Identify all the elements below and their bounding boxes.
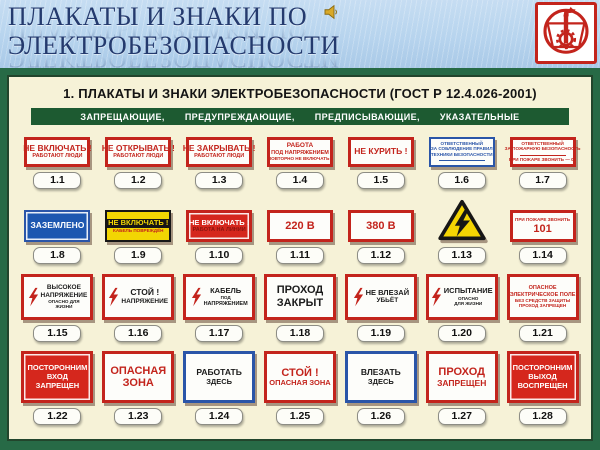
slide-title-line1: ПЛАКАТЫ И ЗНАКИ ПО: [8, 2, 308, 31]
sign-number-1.19: 1.19: [357, 325, 405, 342]
sign-text-line: ОПАСНОЕ: [528, 285, 557, 292]
sign-1.14: [510, 210, 576, 242]
emblem-logo: [535, 2, 597, 64]
category-prohibiting: ЗАПРЕЩАЮЩИЕ,: [80, 111, 165, 122]
sign-text-line: ЗДЕСЬ: [206, 376, 233, 386]
sign-text-line: ПРОХОД ЗАПРЕЩЕН: [518, 303, 567, 309]
sign-text-line: ПРИ ПОЖАРЕ ЗВОНИТЬ — 01: [508, 156, 577, 162]
sign-1.18: [264, 274, 336, 320]
sign-text-line: РАБОТА: [286, 142, 314, 150]
sign-text-line: НЕ ВКЛЮЧАТЬ !: [23, 142, 92, 153]
sign-text-line: РАБОТА НА ЛИНИИ: [192, 227, 246, 234]
category-warning: ПРЕДУПРЕЖДАЮЩИЕ,: [184, 111, 295, 122]
sign-cell-1.19: [340, 274, 421, 342]
signs-grid: [9, 125, 591, 439]
sign-text-line: ВЫХОД: [528, 372, 557, 382]
sign-1.5: [348, 137, 414, 167]
sign-cell-1.7: [502, 137, 583, 189]
slide-header: [0, 0, 600, 68]
sign-cell-1.17: [179, 274, 260, 342]
sign-text: [196, 368, 241, 386]
sign-1.17: [183, 274, 255, 320]
sign-text-line: ИСПЫТАНИЕ: [443, 286, 493, 296]
sign-number-1.27: 1.27: [438, 408, 486, 425]
sign-text-line: СТОЙ !: [130, 287, 160, 298]
sign-row-1: [17, 137, 583, 189]
sign-1.8: [24, 210, 90, 242]
sign-1.19: [345, 274, 417, 320]
sign-cell-1.8: [17, 198, 98, 264]
sign-number-1.20: 1.20: [438, 325, 486, 342]
sign-text: [437, 366, 486, 388]
sign-text-line: ЗА ПОЖАРНУЮ БЕЗОПАСНОСТЬ: [504, 146, 581, 152]
sign-text: [515, 217, 570, 235]
sign-row-4: [17, 351, 583, 425]
signature-line: [520, 153, 566, 156]
sign-number-1.17: 1.17: [195, 325, 243, 342]
sign-cell-1.20: [421, 274, 502, 342]
sign-cell-1.5: [340, 137, 421, 189]
sign-number-1.23: 1.23: [114, 408, 162, 425]
sign-text-line: ОПАСНО ДЛЯ: [48, 298, 80, 304]
sign-text: [513, 364, 573, 390]
sign-text-line: ЗДЕСЬ: [367, 376, 394, 386]
sign-text: [505, 141, 581, 162]
sign-1.22: [21, 351, 93, 403]
sign-1.23: [102, 351, 174, 403]
sign-number-1.2: 1.2: [114, 172, 162, 189]
sign-text: [277, 284, 324, 309]
sign-text: [23, 144, 91, 160]
sign-cell-1.3: [179, 137, 260, 189]
sign-text-line: 380 В: [366, 219, 396, 232]
sign-number-1.12: 1.12: [357, 247, 405, 264]
sign-cell-1.26: [340, 351, 421, 425]
sign-number-1.26: 1.26: [357, 408, 405, 425]
sign-number-1.14: 1.14: [519, 247, 567, 264]
sign-text-line: ЗОНА: [122, 377, 154, 390]
sign-1.3: [182, 137, 256, 167]
sign-number-1.18: 1.18: [276, 325, 324, 342]
sign-text-line: НЕ КУРИТЬ !: [354, 145, 408, 156]
sign-number-1.15: 1.15: [33, 325, 81, 342]
sign-text-line: НАПРЯЖЕНИЕМ: [203, 300, 248, 307]
slide-title: [8, 2, 340, 60]
high-voltage-triangle-icon: [437, 198, 487, 242]
sign-cell-1.9: [98, 198, 179, 264]
sign-cell-1.16: [98, 274, 179, 342]
sign-number-1.7: 1.7: [519, 172, 567, 189]
sign-1.6: [429, 137, 495, 167]
sign-cell-1.25: [260, 351, 341, 425]
sign-text: [366, 220, 395, 233]
sign-number-1.13: 1.13: [438, 247, 486, 264]
sign-number-1.8: 1.8: [33, 247, 81, 264]
sign-text-line: РАБОТАТЬ: [196, 367, 242, 378]
sign-number-1.3: 1.3: [195, 172, 243, 189]
sign-1.13: [437, 198, 487, 242]
sign-text: [30, 221, 84, 231]
sign-number-1.21: 1.21: [519, 325, 567, 342]
sign-text-line: НЕ ЗАКРЫВАТЬ !: [182, 142, 256, 153]
lightning-bolt-icon: [353, 283, 364, 311]
sign-number-1.28: 1.28: [519, 408, 567, 425]
lightning-bolt-icon: [108, 283, 119, 311]
sign-text: [189, 219, 249, 234]
sign-1.2: [101, 137, 175, 167]
sign-text-line: КАБЕЛЬ: [210, 285, 242, 295]
sign-text-line: НЕ ВКЛЮЧАТЬ !: [105, 219, 171, 229]
sign-text-line: ОПАСНАЯ: [110, 364, 167, 377]
sign-text-line: РАБОТАЮТ ЛЮДИ: [32, 153, 83, 160]
sign-text-line: РАБОТАЮТ ЛЮДИ: [194, 153, 245, 160]
sign-1.21: [507, 274, 579, 320]
sign-text: [110, 365, 166, 390]
sign-text: [431, 141, 493, 162]
speaker-icon[interactable]: [322, 3, 340, 21]
category-prescriptive: ПРЕДПИСЫВАЮЩИЕ,: [314, 111, 420, 122]
sign-cell-1.23: [98, 351, 179, 425]
sign-cell-1.28: [502, 351, 583, 425]
sign-cell-1.27: [421, 351, 502, 425]
sign-text-line: ЗАПРЕЩЕН: [437, 377, 487, 388]
sign-cell-1.12: [340, 198, 421, 264]
main-panel: [7, 75, 593, 441]
sign-number-1.10: 1.10: [195, 247, 243, 264]
sign-text-line: НАПРЯЖЕНИЕ: [121, 297, 169, 305]
sign-cell-1.4: [260, 137, 341, 189]
sign-text-line: ПОВТОРНО НЕ ВКЛЮЧАТЬ !: [267, 155, 333, 161]
category-bar: [31, 108, 569, 125]
sign-1.26: [345, 351, 417, 403]
sign-text-line: ВХОД: [46, 372, 68, 382]
sign-number-1.4: 1.4: [276, 172, 324, 189]
sign-cell-1.11: [260, 198, 341, 264]
sign-text-line: 220 В: [285, 219, 315, 232]
signature-line: [439, 158, 485, 161]
sign-number-1.6: 1.6: [438, 172, 486, 189]
sign-cell-1.1: [17, 137, 98, 189]
sign-1.9: [105, 210, 171, 242]
sign-number-1.9: 1.9: [114, 247, 162, 264]
sign-text: [183, 144, 256, 160]
sign-text: [354, 147, 407, 157]
sign-1.16: [102, 274, 174, 320]
sign-text-line: ДЛЯ ЖИЗНИ: [454, 301, 483, 307]
sign-number-1.22: 1.22: [33, 408, 81, 425]
sign-text-line: УБЬЁТ: [376, 297, 399, 305]
sign-1.28: [507, 351, 579, 403]
sign-number-1.25: 1.25: [276, 408, 324, 425]
sign-number-1.24: 1.24: [195, 408, 243, 425]
torch-book-gear-emblem-icon: [538, 5, 594, 61]
sign-cell-1.2: [98, 137, 179, 189]
sign-1.7: [504, 137, 581, 167]
sign-text-line: ПОД НАПРЯЖЕНИЕМ: [271, 149, 329, 156]
sign-text-line: ОТВЕТСТВЕННЫЙ: [440, 141, 483, 147]
sign-1.12: [348, 210, 414, 242]
sign-number-1.1: 1.1: [33, 172, 81, 189]
sign-text-line: ОПАСНО: [458, 295, 479, 301]
sign-cell-1.18: [260, 274, 341, 342]
sign-text-line: НЕ ВКЛЮЧАТЬ !: [189, 217, 250, 227]
sign-cell-1.22: [17, 351, 98, 425]
sign-text-line: ОТВЕТСТВЕННЫЙ: [521, 141, 564, 147]
sign-number-1.16: 1.16: [114, 325, 162, 342]
sign-text-line: ЗА СОБЛЮДЕНИЕ ПРАВИЛ: [430, 146, 493, 152]
panel-title: 1. ПЛАКАТЫ И ЗНАКИ ЭЛЕКТРОБЕЗОПАСНОСТИ (ГОСТ Р 12.4.026-2001): [63, 86, 537, 101]
sign-1.1: [24, 137, 90, 167]
sign-1.27: [426, 351, 498, 403]
sign-text-line: ОПАСНАЯ ЗОНА: [269, 378, 331, 388]
sign-row-3: [17, 274, 583, 342]
sign-text-line: ЗАЗЕМЛЕНО: [30, 220, 85, 231]
sign-text-line: ПОСТОРОННИМ: [27, 363, 88, 373]
lightning-bolt-icon: [431, 283, 442, 311]
sign-text: [121, 288, 168, 305]
sign-1.4: [267, 137, 333, 167]
sign-text: [41, 284, 88, 310]
sign-text-line: ПОД: [220, 295, 231, 301]
sign-text-line: ПОСТОРОННИМ: [512, 363, 573, 373]
sign-cell-1.13: [421, 198, 502, 264]
sign-text: [269, 367, 330, 388]
sign-cell-1.10: [179, 198, 260, 264]
sign-text-line: НЕ ОТКРЫВАТЬ !: [101, 142, 175, 153]
sign-text-line: ЗАКРЫТ: [276, 296, 324, 309]
sign-text: [285, 220, 314, 233]
category-indicative: УКАЗАТЕЛЬНЫЕ: [439, 111, 520, 122]
sign-cell-1.14: [502, 198, 583, 264]
sign-text-line: ЗАПРЕЩЕН: [35, 380, 80, 390]
sign-text-line: ПРОХОД: [276, 284, 324, 297]
sign-text-line: СТОЙ !: [281, 366, 319, 379]
sign-text: [268, 142, 332, 161]
sign-text: [366, 289, 410, 305]
sign-1.10: [186, 210, 252, 242]
sign-1.25: [264, 351, 336, 403]
sign-text: [510, 285, 576, 308]
sign-text-line: ЭЛЕКТРИЧЕСКОЕ ПОЛЕ: [509, 291, 576, 298]
sign-text-line: ЖИЗНИ: [55, 304, 73, 310]
sign-text-line: ВОСПРЕЩЕН: [517, 380, 568, 390]
sign-text-line: РАБОТАЮТ ЛЮДИ: [113, 153, 164, 160]
sign-number-1.11: 1.11: [276, 247, 324, 264]
sign-text-line: ВЛЕЗАТЬ: [360, 367, 401, 378]
sign-text: [204, 287, 248, 307]
sign-cell-1.6: [421, 137, 502, 189]
sign-text-line: ПРОХОД: [438, 366, 485, 379]
sign-number-1.5: 1.5: [357, 172, 405, 189]
sign-text: [444, 287, 493, 306]
sign-text-line: ВЫСОКОЕ: [46, 284, 81, 292]
sign-text: [27, 364, 87, 390]
sign-text-line: ТЕХНИКИ БЕЗОПАСНОСТИ: [430, 151, 493, 157]
sign-text-line: 101: [533, 222, 552, 235]
lightning-bolt-icon: [28, 283, 39, 311]
sign-cell-1.15: [17, 274, 98, 342]
sign-text-line: КАБЕЛЬ ПОВРЕЖДЁН: [113, 228, 164, 234]
sign-text: [105, 219, 171, 234]
sign-1.20: [426, 274, 498, 320]
sign-text-line: ПРИ ПОЖАРЕ ЗВОНИТЬ: [515, 217, 571, 223]
sign-text: [361, 368, 401, 386]
sign-1.11: [267, 210, 333, 242]
sign-text-line: НЕ ВЛЕЗАЙ: [365, 287, 410, 297]
sign-text-line: БЕЗ СРЕДСТВ ЗАЩИТЫ: [514, 297, 571, 303]
sign-text-line: НАПРЯЖЕНИЕ: [40, 291, 88, 299]
slide-title-line2: ЭЛЕКТРОБЕЗОПАСНОСТИ: [8, 31, 340, 60]
sign-cell-1.24: [179, 351, 260, 425]
sign-text: [102, 144, 175, 160]
sign-cell-1.21: [502, 274, 583, 342]
lightning-bolt-icon: [191, 283, 202, 311]
sign-1.24: [183, 351, 255, 403]
sign-1.15: [21, 274, 93, 320]
sign-row-2: [17, 198, 583, 264]
